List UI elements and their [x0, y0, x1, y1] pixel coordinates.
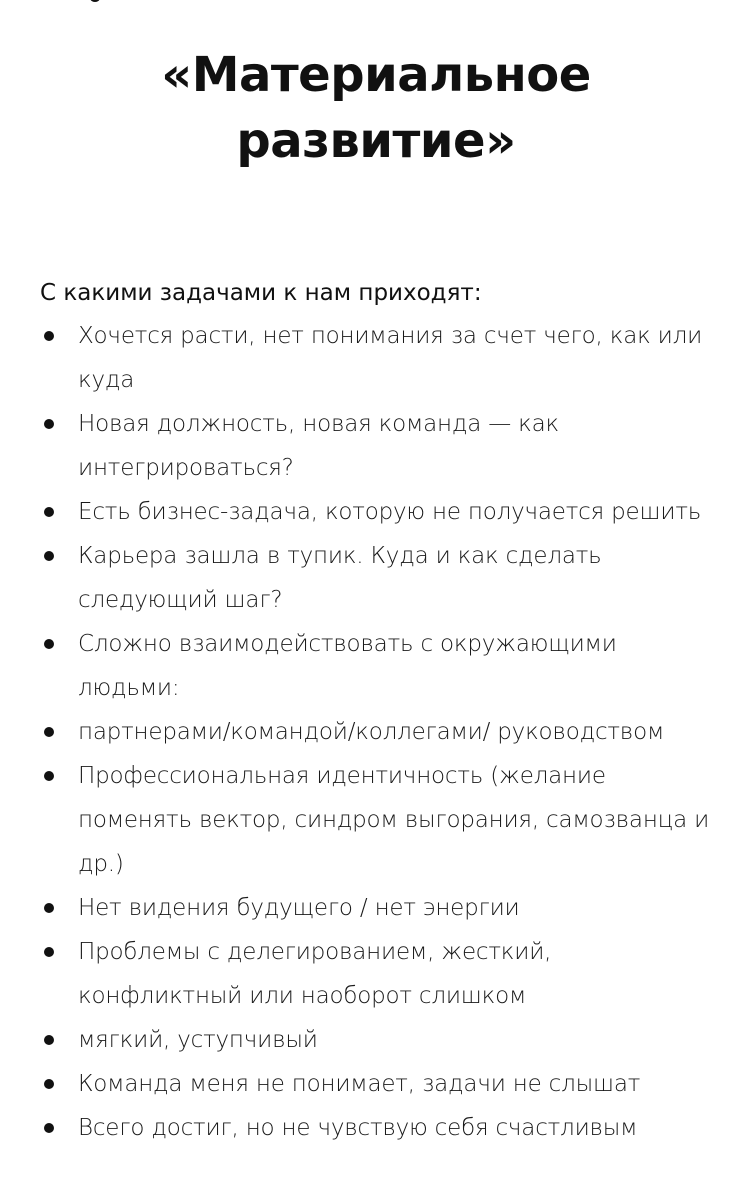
list-item: [0, 886, 752, 930]
list-item: [0, 710, 752, 754]
list-item: [0, 754, 752, 886]
bullet-icon: [44, 727, 54, 737]
bullet-icon: [44, 1123, 54, 1133]
list-item: [0, 1106, 752, 1150]
list-item-text: мягкий, уступчивый: [78, 1027, 318, 1053]
list-item: [0, 1018, 752, 1062]
list-item-text: партнерами/командой/коллегами/ руководством: [78, 719, 665, 745]
bullet-icon: [44, 331, 54, 341]
list-item-text: Карьера зашла в тупик. Куда и как сделать следующий шаг?: [78, 543, 602, 613]
bullet-icon: [44, 419, 54, 429]
list-item-text: Профессиональная идентичность (желание поменять вектор, синдром выгорания, самозванца и др.): [78, 763, 710, 877]
list-item: [0, 1062, 752, 1106]
list-item-text: Есть бизнес-задача, которую не получается решить: [78, 499, 702, 525]
list-item: [0, 314, 752, 402]
list-item-text: Нет видения будущего / нет энергии: [78, 895, 520, 921]
list-item-text: Новая должность, новая команда — как интегрироваться?: [78, 411, 559, 481]
list-item: [0, 622, 752, 710]
page-title-line-2: развитие»: [236, 113, 516, 169]
list-item-text: Проблемы с делегированием, жесткий, конфликтный или наоборот слишком: [78, 939, 552, 1009]
bullet-icon: [44, 639, 54, 649]
list-item-text: Хочется расти, нет понимания за счет чего, как или куда: [78, 323, 703, 393]
bullet-icon: [44, 903, 54, 913]
page-title: [0, 42, 752, 174]
bullet-icon: [44, 771, 54, 781]
page-title-line-1: «Материальное: [161, 47, 591, 103]
request-list: [0, 314, 752, 1150]
cropped-glyph-fragment: [90, 0, 100, 2]
list-item-text: Всего достиг, но не чувствую себя счастливым: [78, 1115, 638, 1141]
bullet-icon: [44, 947, 54, 957]
list-item: [0, 534, 752, 622]
list-item-text: Сложно взаимодействовать с окружающими людьми:: [78, 631, 617, 701]
list-item-text: Команда меня не понимает, задачи не слышат: [78, 1071, 641, 1097]
bullet-icon: [44, 1079, 54, 1089]
list-item: [0, 402, 752, 490]
list-item: [0, 490, 752, 534]
intro-text: С какими задачами к нам приходят:: [40, 280, 482, 306]
bullet-icon: [44, 551, 54, 561]
bullet-icon: [44, 507, 54, 517]
bullet-icon: [44, 1035, 54, 1045]
list-item: [0, 930, 752, 1018]
